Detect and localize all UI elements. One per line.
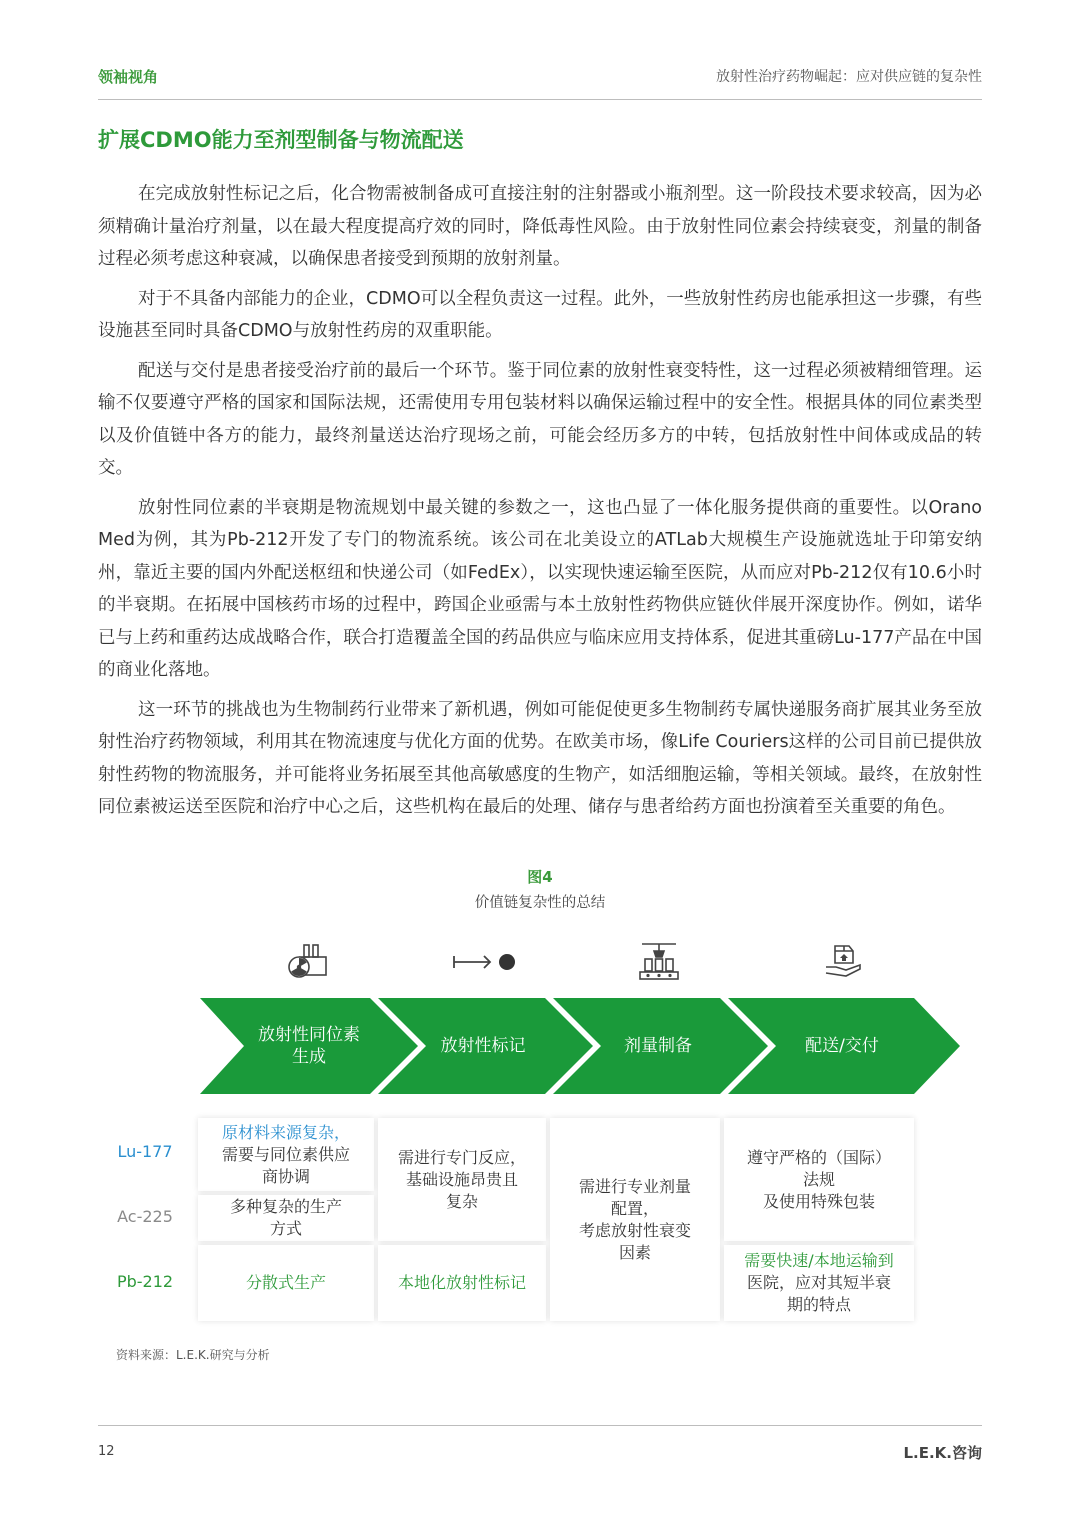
cell-generation-lu177	[198, 1118, 374, 1191]
cell-labeling-lu-ac: 需进行专门反应， 基础设施昂贵且 复杂	[378, 1118, 546, 1241]
cell-delivery-lu-ac: 遵守严格的（国际） 法规 及使用特殊包装	[724, 1118, 914, 1241]
cell-generation-pb212: 分散式生产	[198, 1245, 374, 1321]
page-number: 12	[98, 1444, 115, 1459]
stage-dose-preparation: 剂量制备	[624, 1036, 692, 1056]
body-text	[98, 178, 982, 831]
footer-divider	[98, 1425, 982, 1426]
paragraph: 这一环节的挑战也为生物制药行业带来了新机遇，例如可能促使更多生物制药专属快递服务商扩展其业务至放射性治疗药物领域，利用其在物流速度与优化方面的优势。在欧美市场，像Life Couriers这样的公司目前已提供放射性药物的物流服务，并可能将业务拓展至其他高敏感度的生物产，如活细胞运输，等相关领域。最终，在放射性同位素被运送至医院和治疗中心之后，这些机构在最后的处理、储存与患者给药方面也扮演着至关重要的角色。	[98, 699, 982, 817]
stage-radiolabeling: 放射性标记	[440, 1036, 526, 1056]
production-line-icon	[638, 941, 680, 985]
paragraph: 放射性同位素的半衰期是物流规划中最关键的参数之一，这也凸显了一体化服务提供商的重要性。以Orano Med为例，其为Pb-212开发了专门的物流系统。该公司在北美设立的ATLab大规模生产设施就选址于印第安纳州，靠近主要的国内外配送枢纽和快递公司（如FedEx），以实现快速运输至医院，从而应对Pb-212仅有10.6小时的半衰期。在拓展中国核药市场的过程中，跨国企业亟需与本土放射性药物供应链伙伴展开深度协作。例如，诺华已与上药和重药达成战略合作，联合打造覆盖全国的药品供应与临床应用支持体系，促进其重磅Lu-177产品在中国的商业化落地。	[98, 497, 982, 680]
stage-isotope-production: 放射性同位素 生成	[258, 1025, 360, 1067]
figure-title: 价值链复杂性的总结	[474, 895, 606, 911]
radiation-factory-icon	[286, 941, 330, 983]
figure-source: 资料来源：L.E.K.研究与分析	[116, 1348, 270, 1362]
figure-label: 图4	[527, 868, 553, 886]
cell-labeling-pb212: 本地化放射性标记	[378, 1245, 546, 1321]
header-divider	[98, 99, 982, 100]
cell-highlight: 需要快速/本地运输到	[744, 1251, 894, 1270]
header-document-title: 放射性治疗药物崛起：应对供应链的复杂性	[716, 69, 982, 85]
isotope-label-ac225: Ac-225	[117, 1207, 173, 1226]
section-title: 扩展CDMO能力至剂型制备与物流配送	[98, 128, 464, 152]
cell-text: 医院，应对其短半衰 期的特点	[746, 1273, 891, 1314]
cell-generation-ac225: 多种复杂的生产 方式	[198, 1195, 374, 1241]
cell-highlight: 原材料来源复杂，	[221, 1122, 350, 1142]
isotope-label-pb212: Pb-212	[116, 1272, 174, 1291]
isotope-label-lu177: Lu-177	[117, 1142, 173, 1161]
arrow-to-dot-icon	[452, 950, 518, 978]
cell-text: 需要与同位素供应 商协调	[221, 1144, 350, 1186]
cell-dose-preparation: 需进行专业剂量 配置， 考虑放射性衰变 因素	[550, 1118, 720, 1321]
paragraph: 对于不具备内部能力的企业，CDMO可以全程负责这一过程。此外，一些放射性药房也能承担这一步骤，有些设施甚至同时具备CDMO与放射性药房的双重职能。	[98, 288, 982, 341]
footer-brand: L.E.K.咨询	[903, 1444, 982, 1462]
paragraph: 配送与交付是患者接受治疗前的最后一个环节。鉴于同位素的放射性衰变特性，这一过程必须被精细管理。运输不仅要遵守严格的国家和国际法规，还需使用专用包装材料以确保运输过程中的安全性。根据具体的同位素类型以及价值链中各方的能力，最终剂量送达治疗现场之前，可能会经历多方的中转，包括放射性中间体或成品的转交。	[98, 360, 982, 478]
stage-delivery: 配送/交付	[805, 1036, 879, 1056]
cell-delivery-pb212	[724, 1245, 914, 1321]
package-hand-icon	[824, 941, 864, 985]
header-section-label: 领袖视角	[98, 68, 159, 86]
paragraph: 在完成放射性标记之后，化合物需被制备成可直接注射的注射器或小瓶剂型。这一阶段技术要求较高，因为必须精确计量治疗剂量，以在最大程度提高疗效的同时，降低毒性风险。由于放射性同位素会持续衰变，剂量的制备过程必须考虑这种衰减，以确保患者接受到预期的放射剂量。	[98, 184, 982, 269]
